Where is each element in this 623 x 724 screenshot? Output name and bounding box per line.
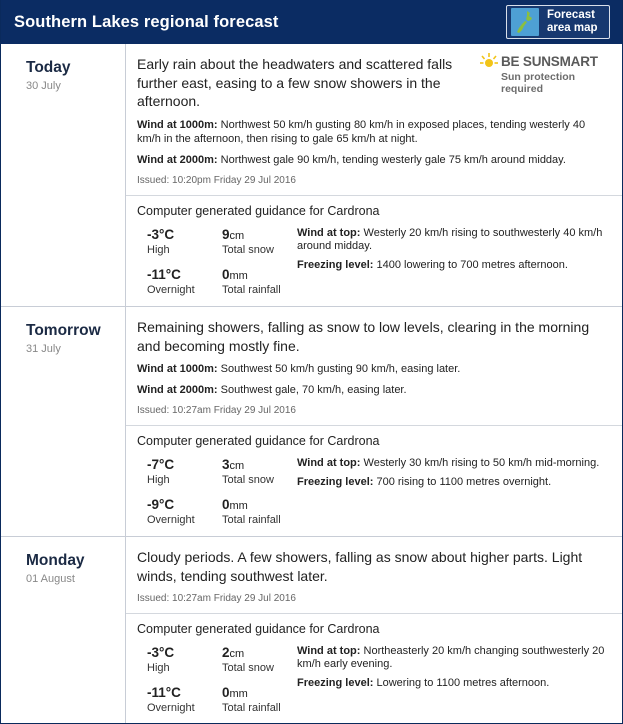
guidance-metrics — [137, 227, 297, 296]
overnight-temp: -11°C Overnight — [147, 685, 195, 714]
high-temp: -3°C High — [147, 227, 175, 256]
freezing-level: Freezing level: Lowering to 1100 metres afternoon. — [297, 677, 550, 689]
total-rainfall: 0mm Total rainfall — [222, 685, 281, 714]
forecast-block — [126, 307, 622, 426]
issued-time: Issued: 10:20pm Friday 29 Jul 2016 — [137, 175, 296, 186]
guidance-title: Computer generated guidance for Cardrona — [137, 434, 380, 448]
day-heading — [1, 537, 126, 724]
wind-2000m: Wind at 2000m: Northwest gale 90 km/h, tending westerly gale 75 km/h around midday. — [137, 153, 566, 166]
sun-icon — [480, 52, 498, 70]
forecast-block — [126, 537, 622, 614]
issued-time: Issued: 10:27am Friday 29 Jul 2016 — [137, 405, 296, 416]
day-date: 30 July — [26, 80, 61, 92]
sunsmart-subtitle: Sun protection required — [501, 71, 576, 95]
freezing-level: Freezing level: 1400 lowering to 700 metres afternoon. — [297, 259, 568, 271]
total-snow: 9cm Total snow — [222, 227, 274, 256]
guidance-details — [297, 645, 610, 714]
sunsmart-title: BE SUNSMART — [501, 53, 598, 69]
overnight-temp: -11°C Overnight — [147, 267, 195, 296]
guidance-title: Computer generated guidance for Cardrona — [137, 204, 380, 218]
guidance-details — [297, 457, 610, 526]
day-heading — [1, 44, 126, 306]
overnight-temp: -9°C Overnight — [147, 497, 195, 526]
wind-1000m: Wind at 1000m: Southwest 50 km/h gusting 90 km/h, easing later. — [137, 363, 461, 375]
map-button-label: Forecast area map — [547, 9, 598, 34]
forecast-block — [126, 44, 622, 196]
wind-at-top: Wind at top: Westerly 20 km/h rising to southwesterly 40 km/h around midday. — [297, 227, 603, 252]
guidance-block — [126, 196, 622, 304]
day-content — [126, 307, 622, 536]
total-snow: 2cm Total snow — [222, 645, 274, 674]
page-title: Southern Lakes regional forecast — [14, 12, 279, 31]
guidance-metrics — [137, 457, 297, 526]
total-rainfall: 0mm Total rainfall — [222, 497, 281, 526]
total-snow: 3cm Total snow — [222, 457, 274, 486]
forecast-text: Early rain about the headwaters and scattered falls further east, easing to a few snow showers in the afternoon. — [137, 56, 453, 109]
day-section-monday — [1, 537, 622, 724]
freezing-level: Freezing level: 700 rising to 1100 metres overnight. — [297, 476, 552, 488]
wind-1000m: Wind at 1000m: Northwest 50 km/h gusting 80 km/h in exposed places, tending westerly 40 km/h in the afternoon, then rising to gale 65 km/h at night. — [137, 118, 586, 145]
day-section-tomorrow — [1, 307, 622, 537]
day-content — [126, 44, 622, 306]
guidance-details — [297, 227, 610, 296]
day-name: Monday — [26, 552, 85, 569]
day-section-today — [1, 44, 622, 307]
high-temp: -7°C High — [147, 457, 175, 486]
day-content — [126, 537, 622, 724]
guidance-block — [126, 614, 622, 722]
wind-at-top: Wind at top: Northeasterly 20 km/h changing southwesterly 20 km/h early evening. — [297, 645, 605, 670]
forecast-text: Remaining showers, falling as snow to low levels, clearing in the morning and becoming mostly fine. — [137, 319, 590, 354]
guidance-metrics — [137, 645, 297, 714]
day-name: Today — [26, 59, 71, 76]
guidance-title: Computer generated guidance for Cardrona — [137, 622, 380, 636]
wind-at-top: Wind at top: Westerly 30 km/h rising to 50 km/h mid-morning. — [297, 457, 600, 469]
day-date: 31 July — [26, 343, 61, 355]
day-date: 01 August — [26, 573, 75, 585]
guidance-block — [126, 426, 622, 534]
day-heading — [1, 307, 126, 536]
forecast-area-map-button[interactable] — [506, 5, 610, 39]
total-rainfall: 0mm Total rainfall — [222, 267, 281, 296]
panel-header — [1, 0, 622, 44]
high-temp: -3°C High — [147, 645, 175, 674]
new-zealand-map-icon — [511, 8, 539, 36]
issued-time: Issued: 10:27am Friday 29 Jul 2016 — [137, 593, 296, 604]
day-name: Tomorrow — [26, 322, 101, 339]
forecast-text: Cloudy periods. A few showers, falling as snow about higher parts. Light winds, tending southwest later. — [137, 549, 583, 584]
sunsmart-badge — [480, 52, 606, 95]
wind-2000m: Wind at 2000m: Southwest gale, 70 km/h, easing later. — [137, 383, 407, 396]
